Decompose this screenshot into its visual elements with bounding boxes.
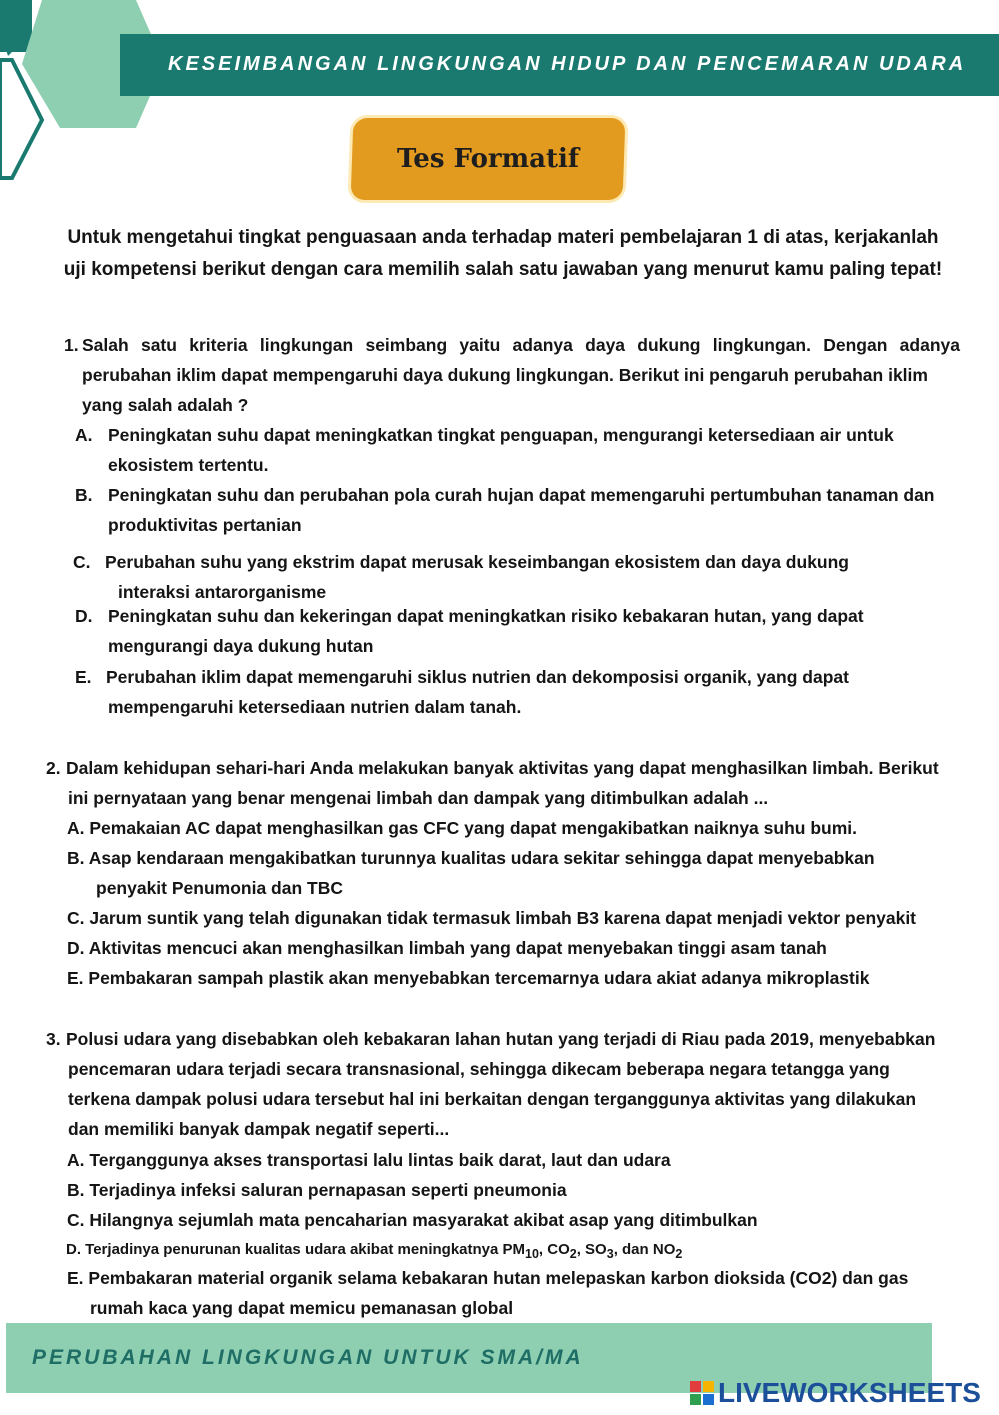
q1-option-a[interactable] xyxy=(75,420,894,450)
question-text: pencemaran udara terjadi secara transnasional, sehingga dikecam beberapa negara tetangga yang xyxy=(68,1059,890,1079)
option-text: , CO xyxy=(538,1241,570,1258)
option-letter: B. xyxy=(75,485,93,505)
question-text: perubahan iklim dapat mempengaruhi daya dukung lingkungan. Berikut ini pengaruh perubahan iklim xyxy=(82,365,928,385)
question-text: ini pernyataan yang benar mengenai limbah dan dampak yang ditimbulkan adalah ... xyxy=(68,788,769,808)
question-text: dan memiliki banyak dampak negatif seperti... xyxy=(68,1119,450,1139)
question-number: 1. xyxy=(64,335,79,355)
q1-option-d[interactable] xyxy=(75,601,864,631)
option-text: , dan NO xyxy=(613,1241,676,1258)
intro-line: uji kompetensi berikut dengan cara memilih salah satu jawaban yang menurut kamu paling tepat! xyxy=(63,259,943,280)
question-text: terkena dampak polusi udara tersebut hal ini berkaitan dengan terganggunya aktivitas yang dilakukan xyxy=(68,1089,917,1109)
q1-option-e[interactable] xyxy=(75,662,849,692)
q1-option-b[interactable] xyxy=(75,480,935,510)
q3-option-b[interactable]: B. Terjadinya infeksi saluran pernapasan seperti pneumonia xyxy=(67,1180,567,1200)
intro-instructions xyxy=(53,222,953,286)
subscript: 2 xyxy=(675,1247,683,1261)
question-number: 3. xyxy=(46,1029,61,1049)
option-text: Perubahan iklim dapat memengaruhi siklus nutrien dan dekomposisi organik, yang dapat xyxy=(106,667,849,687)
question-2 xyxy=(46,753,958,813)
liveworksheets-logo[interactable] xyxy=(690,1373,990,1413)
question-text: Salah satu kriteria lingkungan seimbang yaitu adanya daya dukung lingkungan. Dengan adanya xyxy=(82,335,960,355)
q2-option-b[interactable]: B. Asap kendaraan mengakibatkan turunnya kualitas udara sekitar sehingga dapat menyebabkan xyxy=(67,848,875,868)
q1-option-c[interactable] xyxy=(73,547,849,577)
option-letter: A. xyxy=(75,425,93,445)
question-number: 2. xyxy=(46,758,61,778)
question-3 xyxy=(46,1024,958,1144)
subscript: 2 xyxy=(569,1247,577,1261)
q2-option-d[interactable]: D. Aktivitas mencuci akan menghasilkan limbah yang dapat menyebakan tinggi asam tanah xyxy=(67,938,827,958)
option-text: Peningkatan suhu dan perubahan pola curah hujan dapat memengaruhi pertumbuhan tanaman dan xyxy=(108,485,935,505)
intro-line: Untuk mengetahui tingkat penguasaan anda terhadap materi pembelajaran 1 di atas, kerjakanlah xyxy=(67,227,939,248)
question-text: yang salah adalah ? xyxy=(82,395,249,415)
option-text-continued: penyakit Penumonia dan TBC xyxy=(96,878,343,898)
subscript: 10 xyxy=(525,1247,539,1261)
footer-title: PERUBAHAN LINGKUNGAN UNTUK SMA/MA xyxy=(32,1346,584,1369)
liveworksheets-text: LIVEWORKSHEETS xyxy=(718,1377,981,1408)
subscript: 3 xyxy=(606,1247,614,1261)
option-letter: E. xyxy=(75,667,92,687)
liveworksheets-icon xyxy=(690,1381,714,1405)
option-text-continued: mempengaruhi ketersediaan nutrien dalam tanah. xyxy=(108,697,522,717)
q2-option-a[interactable]: A. Pemakaian AC dapat menghasilkan gas CFC yang dapat mengakibatkan naiknya suhu bumi. xyxy=(67,818,857,838)
q2-option-e[interactable]: E. Pembakaran sampah plastik akan menyebabkan tercemarnya udara akiat adanya mikroplastik xyxy=(67,968,870,988)
q2-option-c[interactable]: C. Jarum suntik yang telah digunakan tidak termasuk limbah B3 karena dapat menjadi vektor penyakit xyxy=(67,908,917,928)
option-text: , SO xyxy=(576,1241,607,1258)
q3-option-c[interactable]: C. Hilangnya sejumlah mata pencaharian masyarakat akibat asap yang ditimbulkan xyxy=(67,1210,758,1230)
question-1 xyxy=(64,330,960,420)
question-text: Dalam kehidupan sehari-hari Anda melakukan banyak aktivitas yang dapat menghasilkan limbah. Berikut xyxy=(66,758,939,778)
q3-option-e[interactable]: E. Pembakaran material organik selama kebakaran hutan melepaskan karbon dioksida (CO2) dan gas xyxy=(67,1268,909,1288)
option-letter: C. xyxy=(73,552,91,572)
question-text: Polusi udara yang disebabkan oleh kebakaran lahan hutan yang terjadi di Riau pada 2019, menyebabkan xyxy=(66,1029,936,1049)
option-text: D. Terjadinya penurunan kualitas udara akibat meningkatnya PM xyxy=(66,1241,526,1258)
option-text-continued: rumah kaca yang dapat memicu pemanasan global xyxy=(90,1298,514,1318)
section-badge-label: Tes Formatif xyxy=(396,144,580,174)
option-text-continued: produktivitas pertanian xyxy=(108,515,302,535)
header-title: KESEIMBANGAN LINGKUNGAN HIDUP DAN PENCEMARAN UDARA xyxy=(168,53,967,75)
option-text-continued: interaksi antarorganisme xyxy=(118,582,327,602)
q3-option-a[interactable]: A. Terganggunya akses transportasi lalu lintas baik darat, laut dan udara xyxy=(67,1150,671,1170)
option-letter: D. xyxy=(75,606,93,626)
option-text-continued: mengurangi daya dukung hutan xyxy=(108,636,374,656)
option-text: Perubahan suhu yang ekstrim dapat merusak keseimbangan ekosistem dan daya dukung xyxy=(105,552,849,572)
option-text: Peningkatan suhu dapat meningkatkan tingkat penguapan, mengurangi ketersediaan air untuk xyxy=(108,425,894,445)
option-text-continued: ekosistem tertentu. xyxy=(108,455,269,475)
option-text: Peningkatan suhu dan kekeringan dapat meningkatkan risiko kebakaran hutan, yang dapat xyxy=(108,606,864,626)
